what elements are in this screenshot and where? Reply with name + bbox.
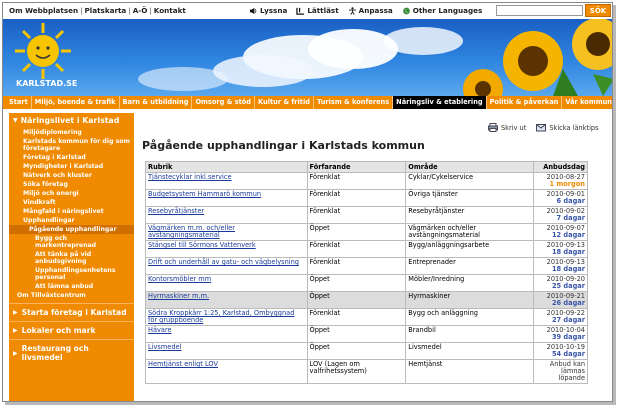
procurement-table	[145, 161, 588, 384]
easy-read-label: Lättläst	[307, 6, 339, 15]
bid-date-value: 2010-10-19	[546, 343, 585, 351]
sidebar-section-lokaler[interactable]	[9, 321, 134, 339]
table-row[interactable]	[146, 224, 588, 241]
logo-text[interactable]: KARLSTAD.SE	[16, 79, 78, 88]
sidebar-item-anbudsgivning[interactable]: Att tänka på vid anbudsgivning	[35, 251, 92, 265]
toplink-about[interactable]: Om Webbplatsen	[9, 6, 79, 15]
sidebar-heading[interactable]	[9, 113, 134, 128]
row-title-link[interactable]: Budgetsystem Hammarö kommun	[146, 190, 308, 207]
sidebar-item-natverk[interactable]: Nätverk och kluster	[23, 172, 92, 179]
days-remaining: 25 dagar	[551, 282, 585, 290]
row-procedure: Förenklat	[307, 241, 406, 258]
row-area: Brandbil	[406, 326, 534, 343]
row-procedure: Förenklat	[307, 309, 406, 326]
print-button[interactable]	[488, 123, 526, 132]
sidebar-item-pagaende[interactable]: Pågående upphandlingar	[9, 225, 134, 234]
bid-date-value: 2010-09-01	[546, 190, 585, 198]
row-title-link[interactable]: Livsmedel	[146, 343, 308, 360]
table-row[interactable]	[146, 360, 588, 384]
main-nav	[3, 96, 612, 109]
days-remaining: 12 dagar	[551, 231, 585, 239]
easy-read-icon	[296, 7, 305, 15]
banner-image	[3, 19, 612, 96]
days-remaining: 54 dagar	[551, 350, 585, 358]
row-procedure: LOV (Lagen om valfrihetssystem)	[307, 360, 406, 384]
nav-naringsliv[interactable]: Näringsliv & etablering	[393, 96, 486, 109]
envelope-icon	[536, 123, 546, 132]
nav-omsorg[interactable]: Omsorg & stöd	[192, 96, 255, 109]
row-area: Entreprenader	[406, 258, 534, 275]
bid-date-value: 2010-09-02	[546, 207, 585, 215]
row-area: Möbler/Inredning	[406, 275, 534, 292]
sidebar-item-bygg[interactable]: Bygg och markentreprenad	[35, 235, 97, 249]
sidebar-item-soka-foretag[interactable]: Söka företag	[23, 181, 68, 188]
row-procedure: Öppet	[307, 326, 406, 343]
table-row[interactable]	[146, 275, 588, 292]
languages-button[interactable]	[402, 6, 483, 15]
row-bid-date	[534, 360, 588, 384]
send-tip-label: Skicka länktips	[549, 123, 599, 132]
row-procedure: Förenklat	[307, 173, 406, 190]
bid-date-value: 2010-09-20	[546, 275, 585, 283]
days-remaining: 7 dagar	[556, 214, 585, 222]
row-bid-date	[534, 258, 588, 275]
days-remaining: 18 dagar	[551, 248, 585, 256]
print-label: Skriv ut	[501, 123, 527, 132]
bid-date-value: 2010-09-21	[546, 292, 585, 300]
triangle-down-icon: ▼	[13, 117, 18, 124]
listen-button[interactable]	[249, 6, 287, 15]
days-remaining: 1 morgon	[549, 180, 585, 188]
globe-icon	[402, 7, 411, 15]
tool-links	[249, 6, 482, 15]
row-title-link[interactable]: Resebyråtjänster	[146, 207, 308, 224]
row-title-link[interactable]: Hemtjänst enligt LOV	[146, 360, 308, 384]
row-area: Livsmedel	[406, 343, 534, 360]
top-links: Om Webbplatsen | Platskarta | A-Ö | Kontakt	[9, 6, 186, 15]
bid-date-value: 2010-10-04	[546, 326, 585, 334]
search-button[interactable]: SÖK	[585, 4, 611, 17]
row-area: Bygg och anläggning	[406, 309, 534, 326]
search-input[interactable]	[496, 5, 583, 16]
nav-barn[interactable]: Barn & utbildning	[120, 96, 193, 109]
sidebar-item-lamna-anbud[interactable]: Att lämna anbud	[35, 283, 94, 290]
easy-read-button[interactable]	[296, 6, 338, 15]
sidebar-item-foretag[interactable]: Företag i Karlstad	[23, 154, 86, 161]
sidebar-item-vindkraft[interactable]: Vindkraft	[23, 199, 56, 206]
header-banner	[3, 19, 612, 96]
sidebar-section-restaurang[interactable]	[9, 339, 134, 366]
row-procedure: Öppet	[307, 292, 406, 309]
header-anbudsdag: Anbudsdag	[534, 162, 588, 173]
row-title-link[interactable]: Södra Kroppkärr 1:25, Karlstad, Ombyggnad för gruppboende	[146, 309, 308, 326]
sidebar-item-personal[interactable]: Upphandlingsenhetens personal	[35, 267, 116, 281]
bid-date-value: 2010-09-22	[546, 309, 585, 317]
sidebar-section-label: Starta företag i Karlstad	[21, 308, 127, 317]
printer-icon	[488, 123, 498, 132]
adapt-button[interactable]	[348, 6, 393, 15]
days-remaining: 27 dagar	[551, 316, 585, 324]
triangle-right-icon: ▶	[13, 327, 18, 334]
row-bid-date	[534, 241, 588, 258]
table-row[interactable]	[146, 173, 588, 190]
row-title-link[interactable]: Stängsel till Sörmons Vattenverk	[146, 241, 308, 258]
page-tools	[488, 123, 599, 132]
row-procedure: Öppet	[307, 275, 406, 292]
sidebar-item-upphandlingar[interactable]: Upphandlingar	[23, 217, 75, 224]
row-bid-date	[534, 190, 588, 207]
row-title-link[interactable]: Hyrmaskiner m.m.	[146, 292, 308, 309]
table-row[interactable]	[146, 241, 588, 258]
bid-date-value: 2010-09-13	[546, 241, 585, 249]
bid-date-value: 2010-09-07	[546, 224, 585, 232]
triangle-right-icon: ▶	[13, 349, 18, 357]
days-remaining: 6 dagar	[556, 197, 585, 205]
table-row[interactable]	[146, 292, 588, 309]
sidebar-item-mangfald[interactable]: Mångfald i näringslivet	[23, 208, 104, 215]
top-bar	[3, 3, 612, 19]
row-title-link[interactable]: Kontorsmöbler mm	[146, 275, 308, 292]
row-bid-date	[534, 173, 588, 190]
row-area: Cyklar/Cykelservice	[406, 173, 534, 190]
sidebar-item-miljodiplomering[interactable]: Miljödiplomering	[23, 129, 82, 136]
sidebar-heading-label: Näringslivet i Karlstad	[20, 116, 120, 125]
row-bid-date	[534, 207, 588, 224]
days-remaining: 26 dagar	[551, 299, 585, 307]
bid-date-value: Anbud kan lämnas löpande	[549, 360, 585, 382]
row-bid-date	[534, 343, 588, 360]
row-procedure: Öppet	[307, 224, 406, 241]
row-title-link[interactable]: Hävare	[146, 326, 308, 343]
row-procedure: Förenklat	[307, 258, 406, 275]
table-body	[146, 173, 588, 384]
row-area: Bygg/anläggningsarbete	[406, 241, 534, 258]
row-bid-date	[534, 292, 588, 309]
languages-label: Other Languages	[412, 6, 483, 15]
toplink-sitemap[interactable]: Platskarta	[84, 6, 127, 15]
table-row[interactable]	[146, 258, 588, 275]
row-bid-date	[534, 224, 588, 241]
sidebar-section-label: Lokaler och mark	[21, 326, 96, 335]
adapt-label: Anpassa	[358, 6, 393, 15]
sidebar	[9, 113, 134, 402]
nav-politik[interactable]: Politik & påverkan	[487, 96, 563, 109]
table-row[interactable]	[146, 207, 588, 224]
sidebar-item-miljo-energi[interactable]: Miljö och energi	[23, 190, 79, 197]
table-row[interactable]	[146, 309, 588, 326]
listen-label: Lyssna	[260, 6, 288, 15]
row-title-link[interactable]: Vägmärken m.m. och/eller avstängningsmaterial	[146, 224, 308, 241]
days-remaining: 18 dagar	[551, 265, 585, 273]
accessibility-icon	[348, 7, 357, 15]
header-omrade: Område	[406, 162, 534, 173]
table-row[interactable]	[146, 343, 588, 360]
row-bid-date	[534, 275, 588, 292]
bid-date-value: 2010-09-13	[546, 258, 585, 266]
sidebar-item-myndigheter[interactable]: Myndigheter i Karlstad	[23, 163, 104, 170]
karlstad-sun-logo	[13, 21, 73, 81]
row-procedure: Förenklat	[307, 190, 406, 207]
speaker-icon	[249, 7, 258, 15]
header-forfarande: Förfarande	[307, 162, 406, 173]
browser-page	[2, 2, 613, 402]
row-procedure: Öppet	[307, 343, 406, 360]
page-title: Pågående upphandlingar i Karlstads kommun	[142, 139, 425, 152]
row-area: Resebyråtjänster	[406, 207, 534, 224]
send-tip-button[interactable]	[536, 123, 598, 132]
header-rubrik: Rubrik	[146, 162, 308, 173]
toplink-contact[interactable]: Kontakt	[153, 6, 186, 15]
nav-start[interactable]: Start	[6, 96, 32, 109]
row-title-link[interactable]: Drift och underhåll av gatu- och vägbelysning	[146, 258, 308, 275]
row-title-link[interactable]: Tjänstecyklar inkl.service	[146, 173, 308, 190]
table-header-row	[146, 162, 588, 173]
row-bid-date	[534, 309, 588, 326]
sidebar-section-starta[interactable]	[9, 303, 134, 321]
nav-kultur[interactable]: Kultur & fritid	[255, 96, 314, 109]
row-bid-date	[534, 326, 588, 343]
table-row[interactable]	[146, 326, 588, 343]
sidebar-section-label: Restaurang och livsmedel	[21, 344, 89, 362]
row-area: Hyrmaskiner	[406, 292, 534, 309]
table-row[interactable]	[146, 190, 588, 207]
nav-var-kommun[interactable]: Vår kommun	[565, 98, 612, 106]
bid-date-value: 2010-08-27	[546, 173, 585, 181]
toplink-a-o[interactable]: A-Ö	[132, 6, 148, 15]
nav-miljo[interactable]: Miljö, boende & trafik	[32, 96, 120, 109]
sidebar-item-tillvaxtcentrum[interactable]: Om Tillväxtcentrum	[17, 292, 86, 299]
row-procedure: Förenklat	[307, 207, 406, 224]
sidebar-item-foretagare[interactable]: Karlstads kommun för dig som företagare	[23, 138, 130, 152]
nav-turism[interactable]: Turism & konferens	[314, 96, 393, 109]
row-area: Hemtjänst	[406, 360, 534, 384]
row-area: Övriga tjänster	[406, 190, 534, 207]
row-area: Vägmärken och/eller avstängningsmaterial	[406, 224, 534, 241]
days-remaining: 39 dagar	[551, 333, 585, 341]
triangle-right-icon: ▶	[13, 309, 18, 316]
